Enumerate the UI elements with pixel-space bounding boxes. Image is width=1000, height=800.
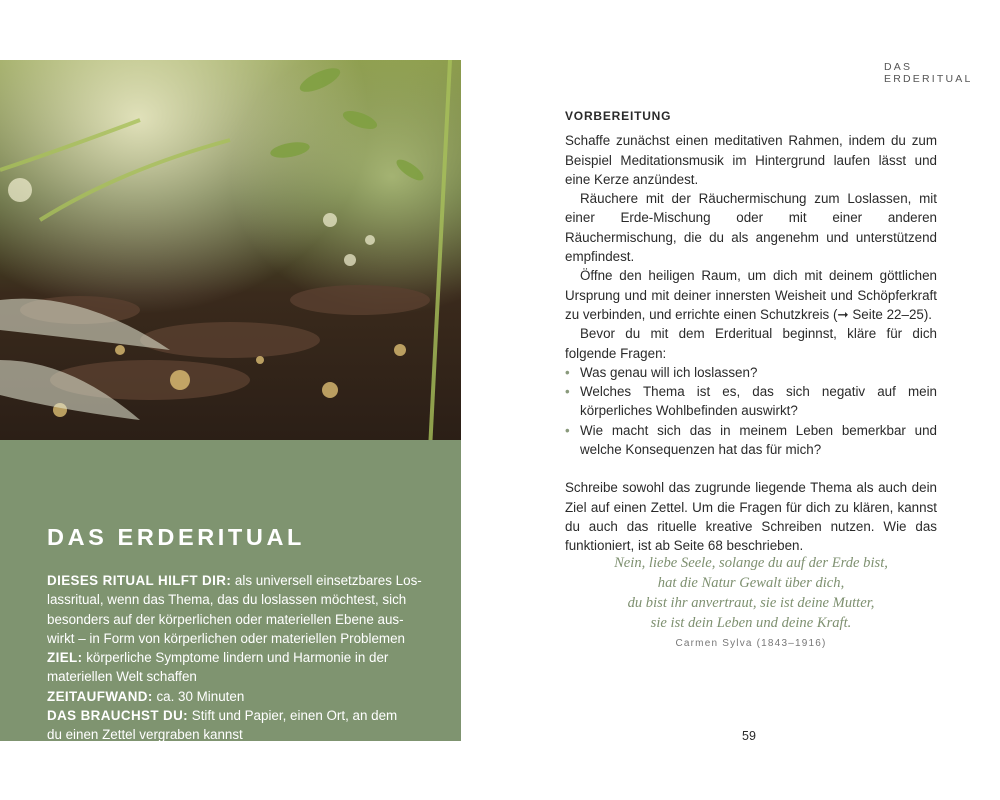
paragraph: Öffne den heiligen Raum, um dich mit deinem göttlichen Ursprung und mit deiner innersten Weisheit und Schöpferkraft zu verbinden, und errichte einen Schutzkreis (➞ Seite 22–25). [565,268,937,322]
quote-author: Carmen Sylva (1843–1916) [675,638,827,649]
ritual-title: DAS ERDERITUAL [47,524,305,550]
info-label: ZEITAUFWAND: [47,688,153,704]
info-label: DIESES RITUAL HILFT DIR: [47,573,232,588]
info-text: ca. 30 Minuten [152,688,245,704]
info-benefit [47,571,437,648]
list-item [565,421,937,460]
info-label: ZIEL: [47,650,83,666]
running-head: DAS ERDERITUAL [884,61,973,85]
quote-line: hat die Natur Gewalt über dich, [657,575,845,591]
quote-line: sie ist dein Leben und deine Kraft. [650,615,852,631]
info-text: du einen Zettel vergraben kannst [47,727,243,743]
quote-block [565,553,937,654]
list-item-text: Was genau will ich loslassen? [580,364,758,380]
info-goal [47,648,437,687]
question-list [565,363,937,459]
info-text: Stift und Papier, einen Ort, an dem [188,708,398,724]
paragraph: Schaffe zunächst einen meditativen Rahmen, indem du zum Beispiel Meditationsmusik im Hintergrund laufen lässt und eine Kerze anzündest. [565,133,937,187]
quote-line: Nein, liebe Seele, solange du auf der Erde bist, [614,555,888,571]
info-text: lassritual, wenn das Thema, das du loslassen möchtest, sich [47,592,407,608]
info-text: materiellen Welt schaffen [47,669,197,685]
left-page-panel [0,60,461,741]
info-text: als universell einsetzbares Los- [231,573,422,588]
ritual-info-panel [0,440,461,741]
bullet-icon: • [565,422,570,438]
paragraph: Schreibe sowohl das zugrunde liegende Thema als auch dein Ziel auf einen Zettel. Um die Fragen für dich zu klären, kannst du auch das rituelle kreative Schreiben nutzen. Wie das funktioniert, ist ab Seite 68 beschrieben. [565,480,937,554]
bullet-icon: • [565,384,570,400]
info-time [47,687,437,706]
info-text: körperliche Symptome lindern und Harmonie in der [82,650,389,666]
info-text: besonders auf der körperlichen oder materiellen Ebene aus- [47,611,404,627]
soil-plant-photo [0,60,461,450]
quote-line: du bist ihr anvertraut, sie ist deine Mutter, [627,595,875,611]
list-item [565,363,937,382]
list-item [565,382,937,421]
section-heading: VORBEREITUNG [565,109,672,123]
paragraph: Bevor du mit dem Erderitual beginnst, kläre für dich folgende Fragen: [565,326,937,361]
info-materials [47,706,437,745]
info-text: wirkt – in Form von körperlichen oder materiellen Problemen [47,630,405,646]
preparation-section [565,107,937,556]
list-item-text: Wie macht sich das in meinem Leben bemerkbar und welche Konsequenzen hat das für mich? [580,422,937,458]
paragraph: Räuchere mit der Räuchermischung zum Loslassen, mit einer Erde-Mischung oder mit einer anderen Räuchermischung, die du als angenehm und unterstützend empfindest. [565,191,937,265]
list-item-text: Welches Thema ist es, das sich negativ auf mein körperliches Wohlbefinden auswirkt? [580,384,937,419]
bullet-icon: • [565,364,570,380]
info-label: DAS BRAUCHST DU: [47,708,189,724]
ritual-info-list [47,571,437,745]
page-number: 59 [742,729,756,743]
